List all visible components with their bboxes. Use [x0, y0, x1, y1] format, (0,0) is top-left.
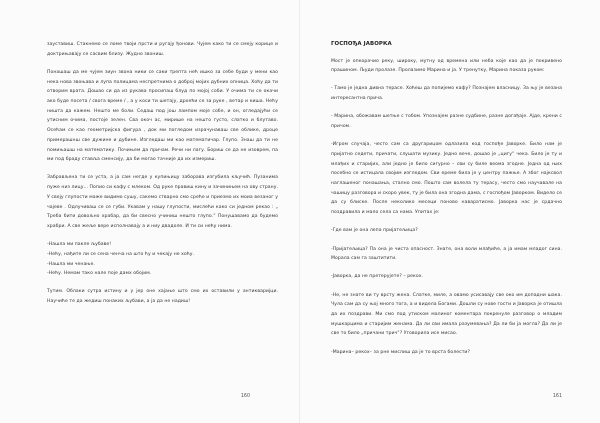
page-number-left: 160 [240, 394, 250, 399]
right-paragraph-7: -Јаворка, да не претерујете? – рекох. [331, 274, 424, 280]
right-paragraph-6: -Пријатељица? Па она је чиста опасност. Знате, она воли млађиће, а ја имам младог сина. Морала сам га заштитити. [331, 246, 562, 262]
right-paragraph-3: - Марина, обожавам шетње с тобом. Упознајем разне судбине, разне догађаје. Ајде, крени с причом. [331, 114, 562, 130]
chapter-title: ГОСПОЂА ЈАВОРКА [331, 41, 392, 47]
right-paragraph-4: -Игром случаја, често сам са другарицом одлазила код госпође Јаворке. Било нам је пријатно седети, причати, слушати музику. Једно вече, дошао је „цигу“ чека. Било је ту и млађих и старијих, али једно је било сигурно – сви су биле веома згодне. Једна од њих посебно се истицала својим изгледом. Сви ереме била је у центру пажње. А због најксвол наглашеног понашања, стално смо. Пошто сам волела ту терасу, често смо научавале на чашицу разговора и скоро увек, ту је била она згодна дама, с госпођом Јаворком. Видело се да су блиске. После неколико месеци поново наваратисмо. Јаворка нас је срдачно поздравила и мало села са нама. Упитах је: [331, 142, 562, 216]
left-dialogue-4: -Нећу. Немам тако нале поје дамх обојим. [47, 271, 152, 277]
right-paragraph-5: -Где вам је она лепа пријатељица? [331, 228, 418, 234]
right-paragraph-9: -Марина– рекох– за рне мислиш да је то врста болести? [331, 349, 470, 355]
left-paragraph-2: Понашаш да ме чујем зиун звона ники се саки трепта нећ ишко за себе буди у мени као нека нова звоњава и лупа полицама неспретнима о доброј мојих дубних опница. Хоћу да ти отворим врата. Дошао си да из рукава просипаш блуд по мојој соби. У очима ти се окачи ако буде посета / свога време / , а у коси ти шетају, дрхећи се за руке , ветар и киша. Нећу ништа да кажем. Нешто ме боли. Седаш под још лампом моје собе, и он, огледајући се утисним очима, постоје зелен. Сва окоч ас, мирише на нешто густо, слатко и блутаво. Осећам се као геометријска фигура , док ми погледом израчунаваш све облике, дроце примерашнш све дужине и дубине. Изгледаш ми као математичар. Глупо. Знаш да ти не помињашш на математику. Почињем да причам. Речи ни лагу. Бориш се да не изоврем, па ми под браду ставља сменсију, да би могао тачније да их измериш. [47, 69, 278, 163]
page-number-right: 161 [552, 394, 562, 399]
right-page [300, 0, 600, 423]
left-paragraph-final: Тутим. Облаки сутра истину и у јер оне хајање што смо их оставили у антикваријци. Научиће те да жедиш понаких љубави, а ја да не надиш! [47, 289, 278, 305]
left-paragraph-1: зауставиш. Стакнемо се ломе твоји прсти и ругају ђонови. Чујем како ти се смеју корице и доктрињавају се сасвим близу. Жудно звониш. [47, 42, 278, 57]
right-paragraph-1: Мост је опкорачио реку, широку, мутну од времена или неба које као да је покривено прашином. Људи пролазе. Пролазимо Марина и ја. У тренутку, Марина показа руком: [331, 58, 562, 74]
right-paragraph-2: - Тамо је једна дивна терасе. Хоћеш да попијемо кафу? Познајем власницу. За њу је везана интересантна прича. [331, 86, 562, 102]
left-dialogue-1: -Нашла ми пакле љубаве! [47, 242, 112, 248]
left-dialogue-3: -Нашла ми ченање. [47, 261, 95, 267]
right-paragraph-8: -Не, не знате ви ту врсту жена. Слатке, миле, а овамо усисавају све око им допадни шака. Чула сам да су њој много тога, а и видела Богами. Дошли су нове гости и Јаворка је отишла да их поздрави. Ми смо под утиском малиног коментара покренуле разговор о младим мушкарцима и старијим женама. Да ли сви имала разумевања? Да ли би ја могла? Да ли је све то било „причани трич“? Уговорила исе мисао. [331, 292, 562, 337]
left-dialogue-2: -Нећу, нађите ли се сена ченча на што ћу и чекају не хоћу. [47, 251, 195, 257]
left-paragraph-3: Забрављена ти се уста, а ја сам негде у купињицу заборава изгубила кључић. Пузанима пуже низ лицу... Попио си кафу с млеком. Од руке правиш кину и зачинињем на ову страну. У свеју глупости маже видимо сушу, сакемо стварно смо среће и приезмо их моиа везаног у чајеве . Одлучиваш се се губи. Укавам у нашу глупости, мислећи како си једном рекао : „ Треба бити довољно храбар, да би свесно учиниш нешто глупо.“ Понушавамо да будемо храбри. А све жеље вере исполнавају а и ниу двадоле. И ти си нећу нима. [47, 175, 278, 229]
